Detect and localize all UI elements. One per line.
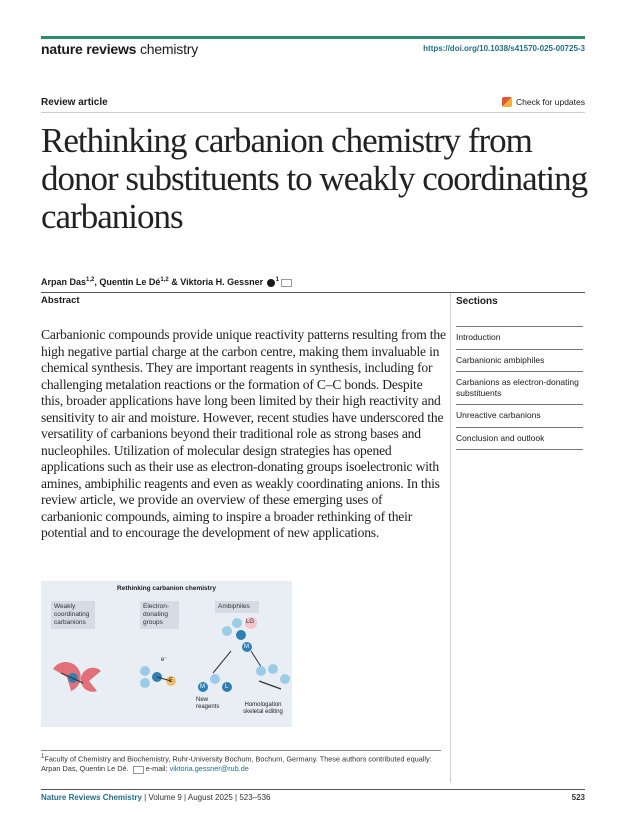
journal-accent-bar xyxy=(41,36,585,39)
weakly-coordinating-box: Weakly coordinating carbanions xyxy=(51,601,95,629)
section-link[interactable]: Introduction xyxy=(456,326,583,349)
product-atom xyxy=(210,674,220,684)
section-link[interactable]: Conclusion and outlook xyxy=(456,427,583,451)
homologation-bond xyxy=(259,681,281,689)
section-link[interactable]: Unreactive carbanions xyxy=(456,404,583,427)
page-number: 523 xyxy=(571,793,585,802)
separator: & xyxy=(168,277,181,287)
abstract-text: Carbanionic compounds provide unique reactivity patterns resulting from the high negative partial charge at the carbon centre, making them invaluable in chemical synthesis. They are important reagents in synthesis, including for challenging metalation reactions or the formation of C–C bonds. Despite this, broader applications have long been limited by their high reactivity and sensitivity to air and moisture. However, recent studies have underscored the versatility of carbanions beyond their traditional role as strong bases and nucleophiles. Utilization of molecular design strategies has opened applications such as their use as electron-donating groups isoelectronic with amines, ambiphilic reagents and even as weakly coordinating anions. In this review article, we provide an overview of these emerging uses of carbanionic compounds, aiming to inspire a broader rethinking of their potential and to encourage the development of new applications. xyxy=(41,327,446,540)
amb-atom xyxy=(222,626,232,636)
column-divider xyxy=(450,293,451,783)
footer-citation xyxy=(41,793,271,802)
ambiphiles-box: Ambiphiles xyxy=(215,601,259,613)
reaction-arrow xyxy=(213,651,231,673)
m-product-label: M xyxy=(200,684,205,690)
abstract-heading: Abstract xyxy=(41,295,80,306)
divider xyxy=(41,112,585,113)
amb-atom xyxy=(232,618,242,628)
check-updates-icon xyxy=(502,97,512,107)
footnote xyxy=(41,752,441,774)
check-updates-button[interactable] xyxy=(502,97,585,107)
m-label: M xyxy=(244,644,249,650)
section-link[interactable]: Carbanionic ambiphiles xyxy=(456,349,583,372)
journal-logo[interactable]: nature reviews chemistry xyxy=(41,41,199,57)
footnote-divider xyxy=(41,750,441,751)
electron-label: e⁻ xyxy=(161,657,168,663)
footer-volume: | Volume 9 | August 2025 | 523–536 xyxy=(141,793,271,802)
lg-label: LG xyxy=(246,619,255,625)
email-label: e-mail: xyxy=(143,764,170,774)
doi-link[interactable]: https://doi.org/10.1038/s41570-025-00725-3 xyxy=(423,44,585,53)
homologation-atom xyxy=(256,666,266,676)
author-name[interactable]: Arpan Das xyxy=(41,277,87,287)
new-reagents-label: New reagents xyxy=(196,697,220,710)
email-icon xyxy=(133,766,144,774)
article-title: Rethinking carbanion chemistry from donor substituents to weakly coordinating carbanions xyxy=(41,121,588,236)
amb-carbon-atom xyxy=(236,630,246,640)
e-label: E xyxy=(169,678,174,684)
affiliation-sup: 1 xyxy=(275,277,279,283)
email-link[interactable]: viktoria.gessner@rub.de xyxy=(169,764,249,774)
author-name[interactable]: Quentin Le Dé xyxy=(99,277,161,287)
sections-heading: Sections xyxy=(456,296,498,307)
affiliation-sup: 1,2 xyxy=(160,277,169,283)
divider xyxy=(41,292,585,293)
check-updates-label: Check for updates xyxy=(516,97,585,107)
affiliation-sup: 1,2 xyxy=(86,277,95,283)
orcid-icon[interactable] xyxy=(267,279,275,287)
footer-divider xyxy=(41,789,585,790)
wca-molecule xyxy=(53,662,101,692)
footnote-sup: 1 xyxy=(41,753,45,760)
ambiphile-molecule xyxy=(198,617,290,692)
homologation-label: Homologation skeletal editing xyxy=(243,702,283,715)
graphical-abstract[interactable] xyxy=(41,581,292,727)
separator: , xyxy=(94,277,100,287)
article-type: Review article xyxy=(41,97,108,108)
homologation-atom xyxy=(268,664,278,674)
author-list xyxy=(41,277,292,287)
l-product-label: L xyxy=(225,684,229,690)
figure-title: Rethinking carbanion chemistry xyxy=(117,585,216,592)
sections-nav xyxy=(456,326,583,450)
email-icon[interactable] xyxy=(281,279,292,287)
wca-right-lobe xyxy=(81,668,101,692)
footer-journal[interactable]: Nature Reviews Chemistry xyxy=(41,793,142,802)
edg-atom xyxy=(140,666,150,676)
homologation-atom xyxy=(280,674,290,684)
author-name[interactable]: Viktoria H. Gessner xyxy=(180,277,264,287)
footnote-text: Faculty of Chemistry and Biochemistry, Ruhr-University Bochum, Bochum, Germany. These authors contributed equally: Arpan Das, Quentin Le Dé. xyxy=(41,754,432,774)
section-link[interactable]: Carbanions as electron-donating substituents xyxy=(456,371,583,404)
electron-donating-box: Electron-donating groups xyxy=(140,601,179,629)
edg-atom xyxy=(140,678,150,688)
